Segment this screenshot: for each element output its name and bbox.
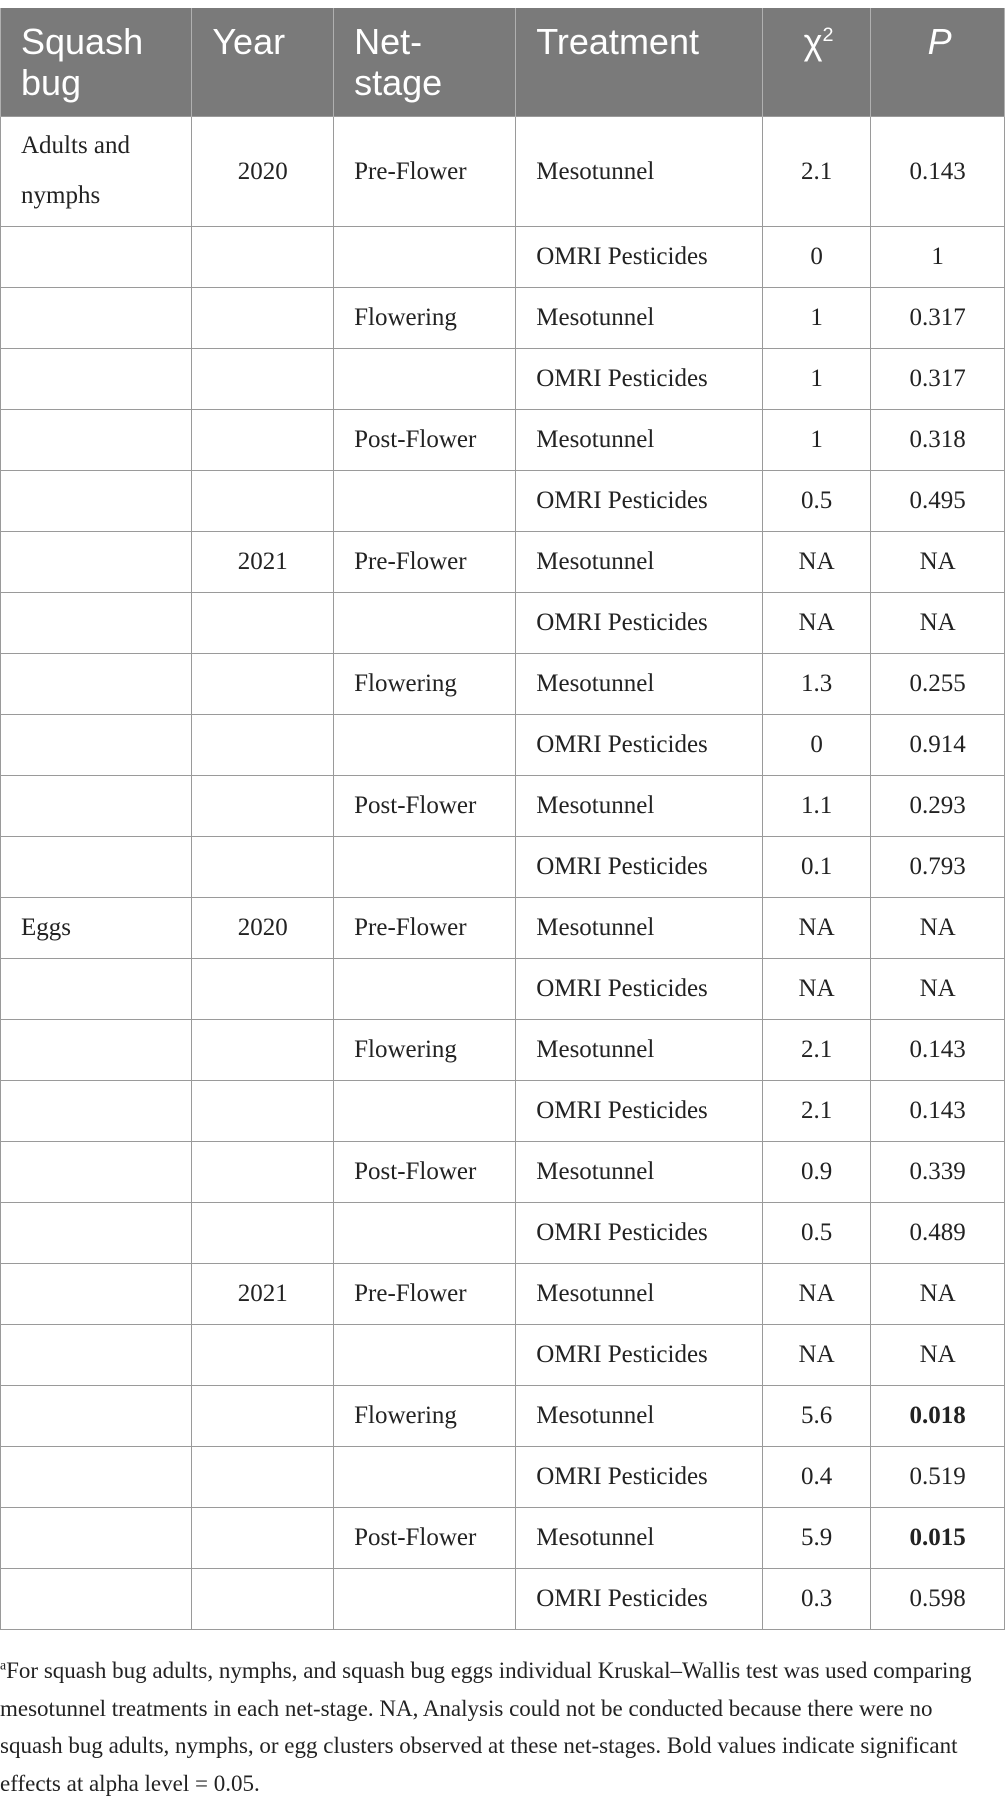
table-row xyxy=(1,288,1005,349)
cell-squash-bug xyxy=(1,349,192,410)
cell-p-value: 0.143 xyxy=(871,1081,1005,1142)
cell-net-stage: Post-Flower xyxy=(334,1142,516,1203)
cell-year: 2021 xyxy=(192,1264,334,1325)
cell-chi-square: 1.3 xyxy=(762,654,870,715)
cell-net-stage xyxy=(334,349,516,410)
cell-squash-bug xyxy=(1,471,192,532)
header-net-stage: Net-stage xyxy=(334,8,516,117)
cell-squash-bug xyxy=(1,654,192,715)
cell-squash-bug xyxy=(1,288,192,349)
cell-year xyxy=(192,1569,334,1630)
cell-p-value: 0.519 xyxy=(871,1447,1005,1508)
cell-treatment: OMRI Pesticides xyxy=(516,715,763,776)
cell-year xyxy=(192,1386,334,1447)
cell-p-value: 0.015 xyxy=(871,1508,1005,1569)
cell-treatment: Mesotunnel xyxy=(516,1264,763,1325)
cell-year xyxy=(192,471,334,532)
cell-p-value: 0.489 xyxy=(871,1203,1005,1264)
table-row xyxy=(1,410,1005,471)
cell-net-stage: Flowering xyxy=(334,1386,516,1447)
cell-squash-bug xyxy=(1,1508,192,1569)
header-chi-square xyxy=(762,8,870,117)
cell-chi-square: 5.9 xyxy=(762,1508,870,1569)
cell-chi-square: 5.6 xyxy=(762,1386,870,1447)
cell-chi-square: 2.1 xyxy=(762,1081,870,1142)
cell-squash-bug xyxy=(1,1447,192,1508)
cell-net-stage: Pre-Flower xyxy=(334,1264,516,1325)
cell-treatment: Mesotunnel xyxy=(516,288,763,349)
cell-year xyxy=(192,1081,334,1142)
chi-superscript: 2 xyxy=(822,24,834,46)
cell-treatment: Mesotunnel xyxy=(516,898,763,959)
cell-treatment: OMRI Pesticides xyxy=(516,471,763,532)
table-row xyxy=(1,715,1005,776)
cell-chi-square: 2.1 xyxy=(762,117,870,227)
cell-year xyxy=(192,1203,334,1264)
cell-net-stage xyxy=(334,1447,516,1508)
cell-treatment: Mesotunnel xyxy=(516,1508,763,1569)
cell-treatment: OMRI Pesticides xyxy=(516,959,763,1020)
cell-p-value: 0.598 xyxy=(871,1569,1005,1630)
cell-treatment: OMRI Pesticides xyxy=(516,1447,763,1508)
table-row xyxy=(1,471,1005,532)
cell-p-value: 0.143 xyxy=(871,1020,1005,1081)
cell-p-value: 0.339 xyxy=(871,1142,1005,1203)
cell-p-value: 0.255 xyxy=(871,654,1005,715)
cell-p-value: 0.793 xyxy=(871,837,1005,898)
table-row xyxy=(1,1386,1005,1447)
table-row xyxy=(1,1447,1005,1508)
footnote-text: For squash bug adults, nymphs, and squash bug eggs individual Kruskal–Wallis test was used comparing mesotunnel treatments in each net-stage. NA, Analysis could not be conducted because there were no squash bug adults, nymphs, or egg clusters observed at these net-stages. Bold values indicate significant effects at alpha level = 0.05. xyxy=(0,1658,972,1796)
cell-squash-bug: Eggs xyxy=(1,898,192,959)
cell-chi-square: 0.5 xyxy=(762,471,870,532)
cell-squash-bug xyxy=(1,1386,192,1447)
footnote xyxy=(0,1652,990,1802)
cell-squash-bug xyxy=(1,837,192,898)
cell-year xyxy=(192,349,334,410)
header-treatment: Treatment xyxy=(516,8,763,117)
cell-p-value: NA xyxy=(871,1264,1005,1325)
cell-year xyxy=(192,1325,334,1386)
cell-p-value: 0.914 xyxy=(871,715,1005,776)
cell-squash-bug xyxy=(1,715,192,776)
cell-chi-square: 2.1 xyxy=(762,1020,870,1081)
header-year: Year xyxy=(192,8,334,117)
cell-p-value: NA xyxy=(871,1325,1005,1386)
table-row xyxy=(1,1081,1005,1142)
cell-p-value: 0.293 xyxy=(871,776,1005,837)
table-row xyxy=(1,898,1005,959)
table-body xyxy=(1,117,1005,1630)
table-row xyxy=(1,1264,1005,1325)
cell-treatment: Mesotunnel xyxy=(516,1020,763,1081)
cell-squash-bug xyxy=(1,1142,192,1203)
cell-year xyxy=(192,1142,334,1203)
cell-net-stage: Pre-Flower xyxy=(334,898,516,959)
cell-chi-square: 1.1 xyxy=(762,776,870,837)
cell-treatment: Mesotunnel xyxy=(516,117,763,227)
cell-net-stage: Flowering xyxy=(334,288,516,349)
cell-chi-square: 1 xyxy=(762,410,870,471)
cell-year: 2020 xyxy=(192,117,334,227)
cell-squash-bug xyxy=(1,1325,192,1386)
table-row xyxy=(1,837,1005,898)
cell-net-stage xyxy=(334,715,516,776)
cell-squash-bug xyxy=(1,227,192,288)
cell-year xyxy=(192,593,334,654)
cell-treatment: OMRI Pesticides xyxy=(516,1081,763,1142)
cell-p-value: 0.018 xyxy=(871,1386,1005,1447)
header-row xyxy=(1,8,1005,117)
cell-net-stage xyxy=(334,959,516,1020)
cell-year xyxy=(192,1020,334,1081)
header-squash-bug: Squash bug xyxy=(1,8,192,117)
table-row xyxy=(1,1569,1005,1630)
cell-squash-bug xyxy=(1,776,192,837)
cell-net-stage: Flowering xyxy=(334,654,516,715)
cell-treatment: OMRI Pesticides xyxy=(516,837,763,898)
table-row xyxy=(1,959,1005,1020)
cell-p-value: NA xyxy=(871,898,1005,959)
cell-net-stage: Pre-Flower xyxy=(334,117,516,227)
cell-year: 2021 xyxy=(192,532,334,593)
cell-chi-square: 1 xyxy=(762,288,870,349)
cell-chi-square: NA xyxy=(762,532,870,593)
table-row xyxy=(1,1325,1005,1386)
cell-chi-square: NA xyxy=(762,898,870,959)
cell-treatment: Mesotunnel xyxy=(516,1142,763,1203)
cell-chi-square: 0 xyxy=(762,715,870,776)
footnote-marker: a xyxy=(0,1657,7,1673)
cell-p-value: 0.317 xyxy=(871,288,1005,349)
table-row xyxy=(1,1508,1005,1569)
cell-p-value: 1 xyxy=(871,227,1005,288)
cell-chi-square: 0.4 xyxy=(762,1447,870,1508)
cell-net-stage xyxy=(334,1081,516,1142)
cell-squash-bug xyxy=(1,1081,192,1142)
cell-squash-bug xyxy=(1,593,192,654)
cell-chi-square: 0.9 xyxy=(762,1142,870,1203)
cell-squash-bug xyxy=(1,1264,192,1325)
cell-treatment: Mesotunnel xyxy=(516,410,763,471)
cell-p-value: NA xyxy=(871,532,1005,593)
cell-treatment: OMRI Pesticides xyxy=(516,1569,763,1630)
table-row xyxy=(1,1020,1005,1081)
cell-squash-bug xyxy=(1,1020,192,1081)
cell-net-stage: Post-Flower xyxy=(334,776,516,837)
table-row xyxy=(1,593,1005,654)
cell-net-stage xyxy=(334,1569,516,1630)
cell-squash-bug xyxy=(1,1569,192,1630)
cell-treatment: Mesotunnel xyxy=(516,532,763,593)
cell-treatment: OMRI Pesticides xyxy=(516,1203,763,1264)
table-row xyxy=(1,776,1005,837)
cell-treatment: OMRI Pesticides xyxy=(516,349,763,410)
cell-treatment: OMRI Pesticides xyxy=(516,1325,763,1386)
cell-chi-square: 0.5 xyxy=(762,1203,870,1264)
cell-net-stage xyxy=(334,227,516,288)
cell-net-stage: Pre-Flower xyxy=(334,532,516,593)
cell-squash-bug xyxy=(1,410,192,471)
cell-treatment: OMRI Pesticides xyxy=(516,227,763,288)
table-header xyxy=(1,8,1005,117)
table-row xyxy=(1,532,1005,593)
cell-chi-square: NA xyxy=(762,1264,870,1325)
cell-year xyxy=(192,837,334,898)
cell-year xyxy=(192,715,334,776)
cell-chi-square: NA xyxy=(762,959,870,1020)
table-row xyxy=(1,117,1005,227)
cell-p-value: 0.318 xyxy=(871,410,1005,471)
cell-year xyxy=(192,959,334,1020)
cell-year xyxy=(192,410,334,471)
cell-year xyxy=(192,776,334,837)
cell-squash-bug: Adults and nymphs xyxy=(1,117,192,227)
cell-p-value: 0.495 xyxy=(871,471,1005,532)
cell-net-stage xyxy=(334,593,516,654)
cell-chi-square: 0.1 xyxy=(762,837,870,898)
table-row xyxy=(1,654,1005,715)
cell-p-value: 0.317 xyxy=(871,349,1005,410)
cell-year xyxy=(192,288,334,349)
table-row xyxy=(1,1142,1005,1203)
cell-p-value: NA xyxy=(871,593,1005,654)
cell-net-stage: Post-Flower xyxy=(334,1508,516,1569)
cell-chi-square: 0.3 xyxy=(762,1569,870,1630)
cell-net-stage xyxy=(334,1325,516,1386)
cell-net-stage: Flowering xyxy=(334,1020,516,1081)
cell-year xyxy=(192,227,334,288)
header-p-value: P xyxy=(871,8,1005,117)
cell-p-value: 0.143 xyxy=(871,117,1005,227)
cell-year: 2020 xyxy=(192,898,334,959)
cell-net-stage xyxy=(334,837,516,898)
cell-treatment: Mesotunnel xyxy=(516,1386,763,1447)
cell-chi-square: 1 xyxy=(762,349,870,410)
cell-year xyxy=(192,1447,334,1508)
cell-p-value: NA xyxy=(871,959,1005,1020)
cell-net-stage xyxy=(334,471,516,532)
cell-chi-square: NA xyxy=(762,593,870,654)
cell-net-stage: Post-Flower xyxy=(334,410,516,471)
table-row xyxy=(1,1203,1005,1264)
table-row xyxy=(1,227,1005,288)
cell-treatment: Mesotunnel xyxy=(516,776,763,837)
cell-squash-bug xyxy=(1,532,192,593)
cell-treatment: Mesotunnel xyxy=(516,654,763,715)
cell-year xyxy=(192,654,334,715)
cell-treatment: OMRI Pesticides xyxy=(516,593,763,654)
cell-net-stage xyxy=(334,1203,516,1264)
cell-squash-bug xyxy=(1,1203,192,1264)
cell-squash-bug xyxy=(1,959,192,1020)
cell-year xyxy=(192,1508,334,1569)
chi-symbol: χ xyxy=(803,21,823,62)
results-table xyxy=(0,8,1005,1630)
cell-chi-square: NA xyxy=(762,1325,870,1386)
cell-chi-square: 0 xyxy=(762,227,870,288)
table-row xyxy=(1,349,1005,410)
